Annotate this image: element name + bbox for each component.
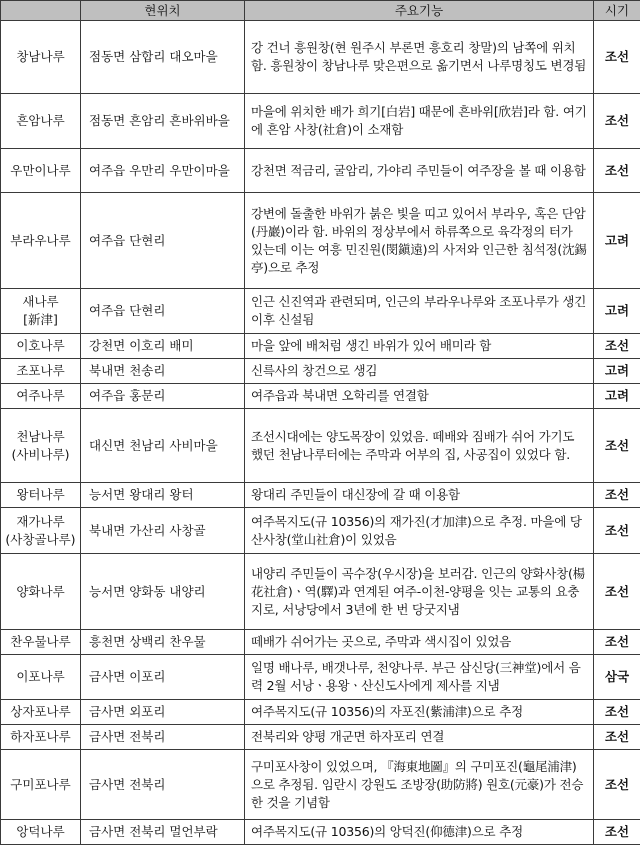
- ferry-name: 구미포나루: [1, 750, 81, 820]
- ferry-name: 왕터나루: [1, 483, 81, 508]
- ferry-location: 금사면 전북리: [81, 750, 245, 820]
- table-row: [1, 554, 640, 630]
- ferry-era: 고려: [594, 359, 640, 384]
- ferry-name: 양화나루: [1, 554, 81, 630]
- ferry-era: 조선: [594, 149, 640, 193]
- ferry-name: 하자포나루: [1, 725, 81, 750]
- ferry-era: 삼국: [594, 655, 640, 700]
- ferry-function: 인근 신진역과 관련되며, 인근의 부라우나루와 조포나루가 생긴 이후 신설됨: [245, 289, 594, 334]
- table-row: [1, 359, 640, 384]
- ferry-function: 여주읍과 북내면 오학리를 연결함: [245, 384, 594, 409]
- table-row: [1, 630, 640, 655]
- ferry-name: 여주나루: [1, 384, 81, 409]
- ferry-location: 북내면 가산리 사창골: [81, 508, 245, 554]
- ferry-location: 금사면 전북리: [81, 725, 245, 750]
- ferry-era: 조선: [594, 554, 640, 630]
- table-row: [1, 94, 640, 149]
- ferry-name: 재가나루 (사창골나루): [1, 508, 81, 554]
- ferry-function: 여주목지도(규 10356)의 재가진(才加津)으로 추정. 마을에 당산사창(堂山社倉)이 있었음: [245, 508, 594, 554]
- ferry-function: 구미포사창이 있었으며, 『海東地圖』의 구미포진(龜尾浦津)으로 추정됨. 임란시 강원도 조방장(助防將) 원호(元豪)가 전승한 것을 기념함: [245, 750, 594, 820]
- table-row: [1, 409, 640, 483]
- ferry-name: 찬우물나루: [1, 630, 81, 655]
- ferry-name: 조포나루: [1, 359, 81, 384]
- ferry-era: 조선: [594, 700, 640, 725]
- ferry-function: 여주목지도(규 10356)의 자포진(紫浦津)으로 추정: [245, 700, 594, 725]
- ferry-function: 여주목지도(규 10356)의 앙덕진(仰德津)으로 추정: [245, 820, 594, 845]
- ferry-era: 고려: [594, 384, 640, 409]
- ferry-name: 창남나루: [1, 21, 81, 94]
- ferry-era: 조선: [594, 630, 640, 655]
- ferry-name: 앙덕나루: [1, 820, 81, 845]
- ferry-era: 조선: [594, 750, 640, 820]
- header-row: [1, 1, 640, 21]
- ferry-function: 조선시대에는 양도목장이 있었음. 떼배와 짐배가 쉬어 가기도 했던 천남나루터에는 주막과 어부의 집, 사공집이 있었다 함.: [245, 409, 594, 483]
- ferry-era: 고려: [594, 289, 640, 334]
- table-row: [1, 483, 640, 508]
- table-row: [1, 655, 640, 700]
- ferry-name: 상자포나루: [1, 700, 81, 725]
- ferry-location: 금사면 이포리: [81, 655, 245, 700]
- table-row: [1, 508, 640, 554]
- ferry-location: 흥천면 상백리 찬우물: [81, 630, 245, 655]
- header-name: [1, 1, 81, 21]
- ferry-name: 우만이나루: [1, 149, 81, 193]
- ferry-location: 점동면 삼합리 대오마을: [81, 21, 245, 94]
- table-row: [1, 21, 640, 94]
- header-era: 시기: [594, 1, 640, 21]
- table-row: [1, 750, 640, 820]
- ferry-location: 점동면 흔암리 흔바위바을: [81, 94, 245, 149]
- ferry-location: 북내면 천송리: [81, 359, 245, 384]
- ferry-location: 여주읍 홍문리: [81, 384, 245, 409]
- ferry-function: 전북리와 양평 개군면 하자포리 연결: [245, 725, 594, 750]
- ferry-name: 이포나루: [1, 655, 81, 700]
- ferry-function: 왕대리 주민들이 대신장에 갈 때 이용함: [245, 483, 594, 508]
- ferry-name: 부라우나루: [1, 193, 81, 289]
- ferry-function: 강 건너 흥원창(현 원주시 부론면 흥호리 창말)의 남쪽에 위치함. 흥원창이 창남나루 맞은편으로 옮기면서 나루명칭도 변경됨: [245, 21, 594, 94]
- ferry-location: 여주읍 단현리: [81, 193, 245, 289]
- ferry-era: 고려: [594, 193, 640, 289]
- ferry-era: 조선: [594, 94, 640, 149]
- header-function: 주요기능: [245, 1, 594, 21]
- table-row: [1, 700, 640, 725]
- ferry-location: 여주읍 단현리: [81, 289, 245, 334]
- ferry-location: 강천면 이호리 배미: [81, 334, 245, 359]
- ferry-function: 신륵사의 창건으로 생김: [245, 359, 594, 384]
- table-row: [1, 334, 640, 359]
- header-location: 현위치: [81, 1, 245, 21]
- ferry-function: 내양리 주민들이 곡수장(우시장)을 보러감. 인근의 양화사창(楊花社倉)ㆍ역(驛)과 연계된 여주-이천-양평을 잇는 교통의 요충지로, 서낭당에서 3년에 한 번 당굿지냄: [245, 554, 594, 630]
- ferry-function: 마을에 위치한 배가 희기[白岩] 때문에 흔바위[欣岩]라 함. 여기에 흔암 사창(社倉)이 소재함: [245, 94, 594, 149]
- ferry-era: 조선: [594, 21, 640, 94]
- ferry-function: 강변에 돌출한 바위가 붉은 빛을 띠고 있어서 부라우, 혹은 단암(丹巖)이라 함. 바위의 정상부에서 하류쪽으로 육각정의 터가 있는데 이는 여흥 민진원(閔鎭遠)의 사저와 인근한 침석정(沈錫亭)으로 추정: [245, 193, 594, 289]
- table-row: [1, 289, 640, 334]
- table-row: [1, 193, 640, 289]
- ferry-location: 금사면 전북리 멀언부락: [81, 820, 245, 845]
- ferry-era: 조선: [594, 725, 640, 750]
- table-row: [1, 725, 640, 750]
- table-row: [1, 820, 640, 845]
- ferry-name: 이호나루: [1, 334, 81, 359]
- table-row: [1, 384, 640, 409]
- ferry-location: 능서면 양화동 내양리: [81, 554, 245, 630]
- ferry-function: 마을 앞에 배처럼 생긴 바위가 있어 배미라 함: [245, 334, 594, 359]
- ferry-location: 여주읍 우만리 우만이마을: [81, 149, 245, 193]
- ferry-name: 흔암나루: [1, 94, 81, 149]
- ferry-era: 조선: [594, 508, 640, 554]
- ferry-function: 일명 배나루, 배갯나루, 천양나루. 부근 삼신당(三神堂)에서 음력 2월 서낭ㆍ용왕ㆍ산신도사에게 제사를 지냄: [245, 655, 594, 700]
- ferry-era: 조선: [594, 483, 640, 508]
- ferry-location: 대신면 천남리 사비마을: [81, 409, 245, 483]
- ferry-function: 강천면 적금리, 굴암리, 가야리 주민들이 여주장을 볼 때 이용함: [245, 149, 594, 193]
- ferry-name: 새나루 [新津]: [1, 289, 81, 334]
- ferry-era: 조선: [594, 820, 640, 845]
- ferry-era: 조선: [594, 334, 640, 359]
- ferry-location: 금사면 외포리: [81, 700, 245, 725]
- table-row: [1, 149, 640, 193]
- ferry-location: 능서면 왕대리 왕터: [81, 483, 245, 508]
- ferry-function: 떼배가 쉬어가는 곳으로, 주막과 색시집이 있었음: [245, 630, 594, 655]
- ferry-name: 천남나루 (사비나루): [1, 409, 81, 483]
- ferry-era: 조선: [594, 409, 640, 483]
